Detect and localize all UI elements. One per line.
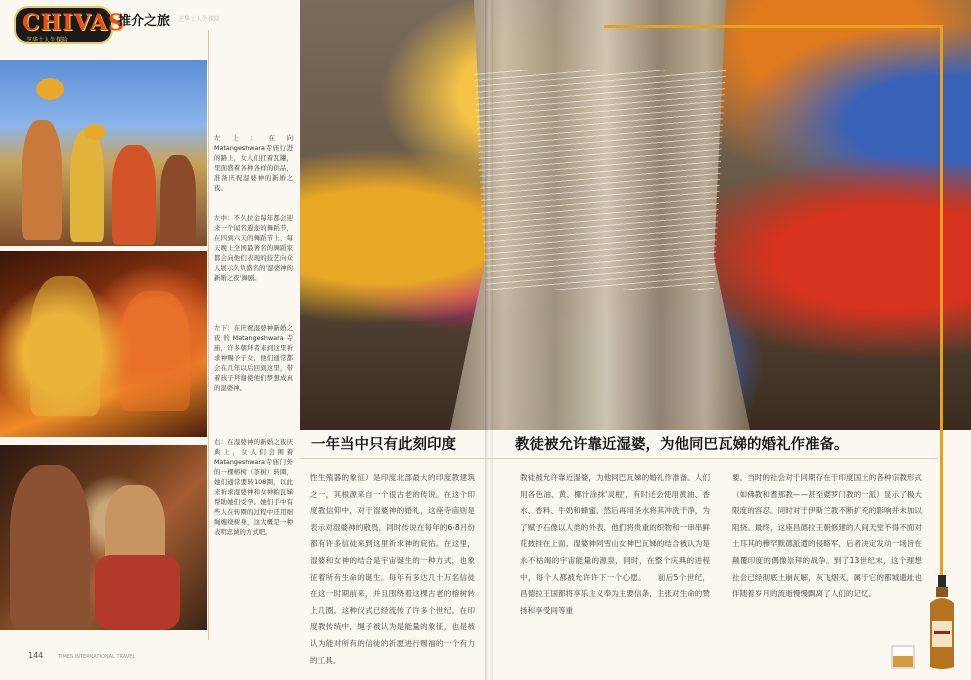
whisky-glass-icon	[888, 640, 918, 670]
logo-wordmark: CHIVAS	[22, 10, 125, 36]
section-subtitle: 芝华士人生探险	[178, 16, 221, 23]
gold-frame-top	[604, 25, 943, 28]
gold-frame-right	[940, 25, 943, 583]
page-number: 144	[28, 651, 44, 660]
headline-rule	[300, 458, 938, 459]
logo-subtitle: 芝华士人生探险	[26, 37, 69, 44]
column-divider	[208, 30, 209, 640]
caption-middle-left: 左中：不久拉金每年都会迎来一个闻名遐迩的舞蹈节，在四到六天的舞蹈节上，每天晚上全国最著名的舞蹈家都会向他们表现的技艺向众人展示久负盛名的'湿婆神的新婚之夜'舞剧。	[214, 214, 293, 282]
photo-father-and-child	[0, 445, 207, 630]
caption-top-left: 左上：在向Matangeshwara寺庙行进的路上，女人们扛着瓦罐，里面盛着各种各样的供品，准备庆祝湿婆神的新婚之夜。	[214, 134, 293, 192]
body-column-1: 性生殖器的象征）是印度北部最大的印度教建筑之一，其根源来自一个很古老的传说。在这个印度教信仰中，对于湿婆神的婚礼，这座寺庙则是表示对湿婆神的敬畏，同时传说在每年的6-8月份都有许多信徒来到这里祈求神的庇佑。在这里，湿婆和女神的结合是宇宙诞生的一种方式，也象征着所有生命的诞生。每年有多达几十万名信徒在这一时期前来，并且围绕着这棵古老的榕树转上几圈。这种仪式已经流传了许多个世纪。在印度教传统中，绳子被认为是能量的象征，也是被认为能对所有的信徒的祈愿进行赐福的一个有力的工具。	[310, 473, 475, 665]
photo-dancer	[0, 251, 207, 437]
chivas-logo	[14, 6, 125, 44]
photo-banyan-tree-ceremony	[300, 0, 971, 430]
folio-magazine-name: TIMES INTERNATIONAL TRAVEL	[58, 654, 136, 660]
section-title: 推介之旅	[118, 14, 171, 29]
caption-bottom-left: 左下：在庆祝湿婆神新婚之夜的Matangeshwara寺庙，许多朝拜者来到这里祈求神赐予子女，他们通常都会在几年以后回到这里，带着孩子拜谢使他们梦想成真的湿婆神。	[214, 324, 293, 392]
headline-right: 教徒被允许靠近湿婆，为他同巴瓦娣的婚礼作准备。	[515, 437, 849, 453]
tree-threads	[450, 70, 750, 290]
photo-women-with-pots	[0, 60, 207, 246]
page-gutter	[485, 0, 493, 680]
headline-left: 一年当中只有此刻印度	[311, 437, 456, 453]
caption-right: 右：在湿婆神的新婚之夜庆典上，女人们会围着Matangeshwara寺庙门外的一棵榕树（茶树）转圈，她们通常要转108圈，以此来祈求湿婆神和女神帕瓦娣帮助她们受孕。她们手中有些人在转圈的过程中还用细绳缠绕树身，这大概是一种表明忠诚的方式吧。	[214, 438, 293, 536]
whisky-bottle-icon	[922, 575, 962, 671]
body-column-3: 要。当时的社会对于同期存在于印度国土的各种宗教形式（如佛教和耆那教——甚至婆罗门教的一派）显示了极大限度的容忍。同时对于伊斯兰教不断扩充的影响并未加以阻挠。最终，这座昌德拉王朝修建的人间天堂不得不面对土耳其的穆罕默德派遣的侵略军，后者决定发动一场旨在颠覆印度的偶像崇拜的战争。到了13世纪末，这个理想社会已经彻底土崩瓦解，灰飞烟灭，属于它的都城遗址也伴随着岁月的流逝慢慢飘离了人们的记忆。	[732, 473, 922, 599]
body-column-2: 教徒被允许靠近湿婆，为他同巴瓦娣的婚礼作准备。人们用各色油、黄、椰汁涂抹'灵根'，有时还会使用黄油、香水、香料、牛奶和蜂蜜，然后再用圣水将其冲洗干净，为了赋予石像以人类的外表，他们将贵重的织物和一串串鲜花披挂在上面。湿婆神同雪山女神巴瓦娣的结合被认为是永不枯竭的宇宙能量的源泉，同时，在整个庆典的进程中，每个人都被允许许下一个心愿。 前后5个世纪，昌德拉王国都将享乐主义奉为主要信条，主张对生命的赞扬和享受同等重	[520, 473, 710, 615]
